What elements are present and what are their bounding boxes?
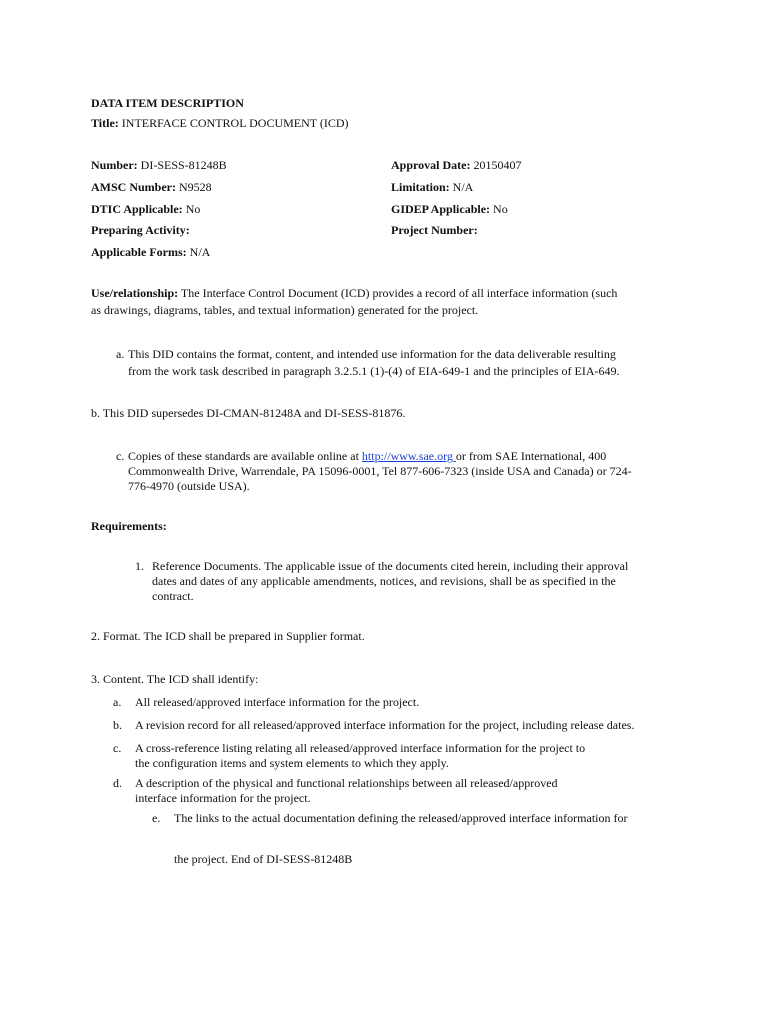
- sub-a-text: All released/approved interface information for the project.: [135, 695, 420, 709]
- approval-label: Approval Date:: [391, 158, 471, 172]
- req-2-text: 2. Format. The ICD shall be prepared in Supplier format.: [91, 629, 365, 643]
- forms-label: Applicable Forms:: [91, 245, 187, 259]
- limitation-value: N/A: [452, 180, 474, 194]
- requirements-heading: Requirements:: [91, 519, 167, 533]
- item-c-post-text: or from SAE International, 400: [455, 449, 607, 463]
- approval-value: 20150407: [473, 158, 522, 172]
- title-value: INTERFACE CONTROL DOCUMENT (ICD): [121, 116, 349, 130]
- limitation-label: Limitation:: [391, 180, 450, 194]
- item-c-pre-text: Copies of these standards are available online at: [128, 449, 362, 463]
- dtic-value: No: [185, 202, 201, 216]
- sae-link[interactable]: http://www.sae.org: [361, 449, 456, 463]
- sub-e-marker: e.: [152, 811, 161, 825]
- req-1-line-1: Reference Documents. The applicable issue of the documents cited herein, including their approval: [152, 559, 629, 573]
- sub-e-line-2: the project. End of DI-SESS-81248B: [174, 852, 353, 866]
- sub-c-marker: c.: [113, 741, 122, 755]
- item-a-line-2: from the work task described in paragraph 3.2.5.1 (1)-(4) of EIA-649-1 and the principles of EIA-649.: [128, 364, 620, 378]
- sub-d-line-1: A description of the physical and functional relationships between all released/approved: [135, 776, 558, 790]
- item-c-line-3: 776-4970 (outside USA).: [128, 479, 250, 493]
- sub-a-marker: a.: [113, 695, 122, 709]
- item-c-marker: c.: [116, 449, 125, 463]
- title-label: Title:: [91, 116, 119, 130]
- preparing-row: [91, 223, 190, 238]
- dtic-row: [91, 202, 200, 217]
- req-1-line-2: dates and dates of any applicable amendments, notices, and revisions, shall be as specified in the: [152, 574, 616, 588]
- gidep-row: [391, 202, 508, 217]
- item-a-line-1: This DID contains the format, content, and intended use information for the data deliverable resulting: [128, 347, 616, 361]
- use-line-1: [91, 286, 617, 301]
- sub-c-line-2: the configuration items and system elements to which they apply.: [135, 756, 449, 770]
- amsc-row: [91, 180, 212, 195]
- item-c-line-2: Commonwealth Drive, Warrendale, PA 15096-0001, Tel 877-606-7323 (inside USA and Canada) or 724-: [128, 464, 632, 478]
- sub-e-line-1: The links to the actual documentation defining the released/approved interface information for: [174, 811, 628, 825]
- project-number-label: Project Number:: [391, 223, 478, 237]
- dtic-label: DTIC Applicable:: [91, 202, 183, 216]
- use-text-1: The Interface Control Document (ICD) provides a record of all interface information (such: [180, 286, 618, 300]
- gidep-label: GIDEP Applicable:: [391, 202, 491, 216]
- doc-heading: DATA ITEM DESCRIPTION: [91, 96, 244, 110]
- number-value: DI-SESS-81248B: [140, 158, 227, 172]
- sub-d-line-2: interface information for the project.: [135, 791, 311, 805]
- sub-d-marker: d.: [113, 776, 122, 790]
- item-b-text: b. This DID supersedes DI-CMAN-81248A and DI-SESS-81876.: [91, 406, 406, 420]
- use-label: Use/relationship:: [91, 286, 179, 300]
- preparing-label: Preparing Activity:: [91, 223, 190, 237]
- doc-title-row: [91, 116, 349, 131]
- project-number-row: [391, 223, 478, 238]
- req-1-line-3: contract.: [152, 589, 194, 603]
- limitation-row: [391, 180, 473, 195]
- number-row: [91, 158, 227, 173]
- amsc-label: AMSC Number:: [91, 180, 176, 194]
- sub-c-line-1: A cross-reference listing relating all released/approved interface information for the project to: [135, 741, 586, 755]
- number-label: Number:: [91, 158, 138, 172]
- sub-b-marker: b.: [113, 718, 122, 732]
- approval-row: [391, 158, 521, 173]
- req-3-text: 3. Content. The ICD shall identify:: [91, 672, 259, 686]
- item-c-line-1: [128, 449, 606, 464]
- use-text-2: as drawings, diagrams, tables, and textual information) generated for the project.: [91, 303, 479, 317]
- req-1-marker: 1.: [135, 559, 144, 573]
- item-a-marker: a.: [116, 347, 125, 361]
- amsc-value: N9528: [179, 180, 212, 194]
- sub-b-text: A revision record for all released/approved interface information for the project, including release dates.: [135, 718, 635, 732]
- gidep-value: No: [493, 202, 508, 216]
- forms-row: [91, 245, 210, 260]
- forms-value: N/A: [189, 245, 211, 259]
